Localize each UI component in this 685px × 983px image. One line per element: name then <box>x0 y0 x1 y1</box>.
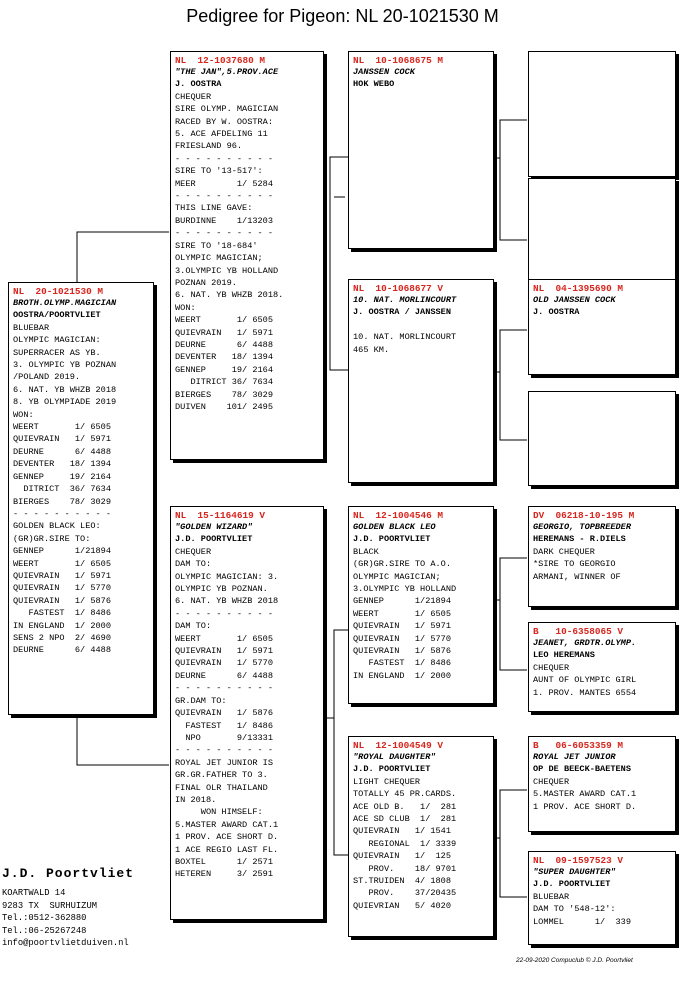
ring-number: NL 12-1004546 M <box>353 510 444 521</box>
card-line: QUIEVRAIN 1/ 5971 <box>353 621 451 632</box>
card-line: FRIESLAND 96. <box>175 141 243 152</box>
card-line: DEVENTER 18/ 1394 <box>13 459 111 470</box>
card-line: JEANET, GRDTR.OLYMP. <box>533 638 637 648</box>
card-dam-dam-sire[interactable] <box>528 736 676 832</box>
card-line: - - - - - - - - - - <box>175 683 273 694</box>
card-line: "SUPER DAUGHTER" <box>533 867 616 877</box>
card-lines <box>353 751 489 912</box>
card-line: 10. NAT. MORLINCOURT <box>353 295 457 305</box>
card-lines <box>353 294 489 356</box>
card-line: OP DE BEECK-BAETENS <box>533 764 631 775</box>
card-line: BIERGES 78/ 3029 <box>175 389 273 400</box>
card-line: WEERT 1/ 6505 <box>13 558 111 569</box>
card-line: IN ENGLAND 1/ 2000 <box>353 670 451 681</box>
card-line: CHEQUER <box>533 776 570 787</box>
card-line: 3. OLYMPIC YB POZNAN <box>13 360 117 371</box>
card-dam-sire[interactable] <box>348 506 494 704</box>
address-line: KOARTWALD 14 <box>2 888 66 898</box>
card-line: DUIVEN 101/ 2495 <box>175 401 273 412</box>
ring-number: NL 09-1597523 V <box>533 855 624 866</box>
email-link[interactable]: info@poortvlietduiven.nl <box>2 938 129 948</box>
card-line: CHEQUER <box>533 662 570 673</box>
card-line: AUNT OF OLYMPIC GIRL <box>533 675 637 686</box>
card-line: LIGHT CHEQUER <box>353 776 421 787</box>
card-line: REGIONAL 1/ 3339 <box>353 838 457 849</box>
card-line: WEERT 1/ 6505 <box>13 422 111 433</box>
breeder-name: J.D. Poortvliet <box>2 866 135 881</box>
card-lines <box>533 294 671 319</box>
phone-line: Tel.:0512-362880 <box>2 913 87 923</box>
card-line: MEER 1/ 5284 <box>175 178 273 189</box>
card-line: 1. PROV. MANTES 6554 <box>533 687 637 698</box>
card-line: /POLAND 2019. <box>13 372 81 383</box>
card-line: QUIEVRAIN 1/ 5770 <box>13 583 111 594</box>
card-line: GENNEP 1/21894 <box>353 596 451 607</box>
ring-number: NL 10-1068675 M <box>353 55 444 66</box>
ring-number: B 06-6053359 M <box>533 740 624 751</box>
card-line: PROV. 37/20435 <box>353 888 457 899</box>
card-line: 6. NAT. YB WHZB 2018 <box>13 384 117 395</box>
card-line: OLD JANSSEN COCK <box>533 295 616 305</box>
card-line: OLYMPIC MAGICIAN: 3. <box>175 571 279 582</box>
card-line: 5.MASTER AWARD CAT.1 <box>533 789 637 800</box>
card-lines <box>533 637 671 699</box>
card-sire-dam[interactable] <box>348 279 494 483</box>
card-line: 3.OLYMPIC YB HOLLAND <box>175 265 279 276</box>
card-line: GENNEP 1/21894 <box>13 546 111 557</box>
card-line: OLYMPIC MAGICIAN: <box>13 335 101 346</box>
card-line: POZNAN 2019. <box>175 277 237 288</box>
card-line: DARK CHEQUER <box>533 546 595 557</box>
page-title: Pedigree for Pigeon: NL 20-1021530 M <box>186 6 499 26</box>
ring-number: NL 12-1004549 V <box>353 740 444 751</box>
card-line: QUIEVRAIN 1/ 5876 <box>353 646 451 657</box>
card-line: CHEQUER <box>175 91 212 102</box>
card-lines <box>353 66 489 91</box>
card-line: ST.TRUIDEN 4/ 1808 <box>353 876 451 887</box>
print-stamp: 22-09-2020 Compuclub © J.D. Poortvliet <box>516 957 633 964</box>
card-line: QUIEVRAIN 1/ 1541 <box>353 826 451 837</box>
card-line: WON: <box>13 409 34 420</box>
card-line: GOLDEN BLACK LEO <box>353 522 436 532</box>
ring-number: DV 06218-10-195 M <box>533 510 635 521</box>
card-line: BURDINNE 1/13203 <box>175 215 273 226</box>
card-line: LEO HEREMANS <box>533 650 595 661</box>
card-line: ROYAL JET JUNIOR <box>533 752 616 762</box>
card-line: 3.OLYMPIC YB HOLLAND <box>353 584 457 595</box>
card-line: J.D. POORTVLIET <box>533 879 611 890</box>
card-lines <box>533 751 671 813</box>
card-line: DITRICT 36/ 7634 <box>175 377 273 388</box>
card-line: SENS 2 NPO 2/ 4690 <box>13 632 111 643</box>
card-line: 1 ACE REGIO LAST FL. <box>175 844 279 855</box>
card-dam-dam-dam[interactable] <box>528 851 676 945</box>
card-line: (GR)GR.SIRE TO: <box>13 533 91 544</box>
card-sire-dam-sire[interactable] <box>528 279 676 375</box>
card-sire-sire-sire[interactable] <box>528 51 676 177</box>
card-line: OLYMPIC MAGICIAN; <box>353 571 441 582</box>
card-sire[interactable] <box>170 51 324 460</box>
card-line: WON HIMSELF: <box>175 807 263 818</box>
card-line: (GR)GR.SIRE TO A.O. <box>353 559 451 570</box>
card-line: WEERT 1/ 6505 <box>175 315 273 326</box>
card-line: 6. NAT. YB WHZB 2018 <box>175 596 279 607</box>
card-lines <box>13 297 149 657</box>
card-line: 5. ACE AFDELING 11 <box>175 129 268 140</box>
card-line: NPO 9/13331 <box>175 732 273 743</box>
card-line: - - - - - - - - - - <box>175 153 273 164</box>
card-line: HOK WEBO <box>353 79 395 90</box>
card-line: "GOLDEN WIZARD" <box>175 522 253 532</box>
card-line: J. OOSTRA <box>175 79 222 90</box>
card-line: 5.MASTER AWARD CAT.1 <box>175 819 279 830</box>
card-line: J.D. POORTVLIET <box>175 534 253 545</box>
card-line: 465 KM. <box>353 344 390 355</box>
card-line: OLYMPIC MAGICIAN; <box>175 253 263 264</box>
card-line: - - - - - - - - - - <box>175 191 273 202</box>
card-line: GOLDEN BLACK LEO: <box>13 521 101 532</box>
card-line: IN ENGLAND 1/ 2000 <box>13 620 111 631</box>
card-line: THIS LINE GAVE: <box>175 203 253 214</box>
card-lines <box>533 521 671 583</box>
card-line: WON: <box>175 302 196 313</box>
card-line: "THE JAN",5.PROV.ACE <box>175 67 279 77</box>
ring-number: NL 15-1164619 V <box>175 510 266 521</box>
card-line: QUIEVRAIN 1/ 5971 <box>13 570 111 581</box>
ring-number: NL 10-1068677 V <box>353 283 444 294</box>
card-line: GENNEP 19/ 2164 <box>13 471 111 482</box>
card-line: GENNEP 19/ 2164 <box>175 364 273 375</box>
card-line: BLUEBAR <box>533 891 570 902</box>
card-line: J.D. POORTVLIET <box>353 764 431 775</box>
card-line: TOTALLY 45 PR.CARDS. <box>353 789 457 800</box>
card-line: DEURNE 6/ 4488 <box>13 645 111 656</box>
card-sire-dam-dam[interactable] <box>528 391 676 486</box>
card-line: DEURNE 6/ 4488 <box>175 670 273 681</box>
card-line: PROV. 18/ 9701 <box>353 863 457 874</box>
card-lines <box>175 521 319 881</box>
card-line: DEURNE 6/ 4488 <box>13 446 111 457</box>
card-line: BLUEBAR <box>13 322 50 333</box>
card-line: DAM TO: <box>175 621 212 632</box>
card-line: *SIRE TO GEORGIO <box>533 559 616 570</box>
card-line: 1 PROV. ACE SHORT D. <box>533 801 637 812</box>
card-line: QUIEVRAIN 1/ 5770 <box>175 658 273 669</box>
card-line: BIERGES 78/ 3029 <box>13 496 111 507</box>
card-line: GR.DAM TO: <box>175 695 227 706</box>
card-line: ARMANI, WINNER OF <box>533 571 621 582</box>
card-line: DAM TO '548-12': <box>533 904 616 915</box>
card-lines <box>533 866 671 928</box>
card-line: QUIEVRAIN 1/ 5770 <box>353 633 451 644</box>
card-line: QUIEVRAIN 1/ 5971 <box>13 434 111 445</box>
card-line: SIRE TO '18-684' <box>175 240 258 251</box>
card-line: FASTEST 1/ 8486 <box>13 608 111 619</box>
card-line: HETEREN 3/ 2591 <box>175 869 273 880</box>
card-line: GR.GR.FATHER TO 3. <box>175 770 268 781</box>
card-lines <box>353 521 489 682</box>
card-line: QUIEVRAIN 1/ 5971 <box>175 646 273 657</box>
phone-line: Tel.:06-25267248 <box>2 925 87 936</box>
card-line: SIRE OLYMP. MAGICIAN <box>175 104 279 115</box>
ring-number: NL 20-1021530 M <box>13 286 104 297</box>
card-line: 8. YB OLYMPIADE 2019 <box>13 397 117 408</box>
card-subject[interactable] <box>8 282 154 715</box>
card-line: JANSSEN COCK <box>353 67 415 77</box>
card-line: 6. NAT. YB WHZB 2018. <box>175 290 284 301</box>
card-line: LOMMEL 1/ 339 <box>533 916 631 927</box>
card-line: OOSTRA/POORTVLIET <box>13 310 101 321</box>
card-dam-sire-dam[interactable] <box>528 622 676 712</box>
card-line: J. OOSTRA <box>533 307 580 318</box>
card-sire-sire[interactable] <box>348 51 494 249</box>
card-line: "ROYAL DAUGHTER" <box>353 752 436 762</box>
ring-number: B 10-6358065 V <box>533 626 624 637</box>
card-line: SIRE TO '13-517': <box>175 166 263 177</box>
card-line: FASTEST 1/ 8486 <box>175 720 273 731</box>
card-line: WEERT 1/ 6505 <box>175 633 273 644</box>
card-line: BLACK <box>353 546 379 557</box>
card-line: SUPERRACER AS YB. <box>13 347 101 358</box>
card-line: - - - - - - - - - - <box>175 608 273 619</box>
card-line: J.D. POORTVLIET <box>353 534 431 545</box>
card-dam-sire-sire[interactable] <box>528 506 676 607</box>
card-line: IN 2018. <box>175 794 217 805</box>
card-line: BROTH.OLYMP.MAGICIAN <box>13 298 117 308</box>
card-line: QUIEVRAIN 1/ 5876 <box>13 595 111 606</box>
card-lines <box>175 66 319 413</box>
card-line <box>353 319 489 331</box>
card-line: GEORGIO, TOPBREEDER <box>533 522 631 532</box>
card-line: QUIEVRAIN 1/ 5971 <box>175 327 273 338</box>
card-line: ACE OLD B. 1/ 281 <box>353 801 457 812</box>
card-line: ROYAL JET JUNIOR IS <box>175 757 273 768</box>
card-sire-sire-dam[interactable] <box>528 178 676 282</box>
card-line: 1 PROV. ACE SHORT D. <box>175 832 279 843</box>
card-line: - - - - - - - - - - <box>175 745 273 756</box>
card-line: ACE SD CLUB 1/ 281 <box>353 814 457 825</box>
card-line: DITRICT 36/ 7634 <box>13 484 111 495</box>
ring-number: NL 12-1037680 M <box>175 55 266 66</box>
card-dam-dam[interactable] <box>348 736 494 937</box>
card-line: FINAL OLR THAILAND <box>175 782 268 793</box>
card-line: J. OOSTRA / JANSSEN <box>353 307 451 318</box>
card-line: DEVENTER 18/ 1394 <box>175 352 273 363</box>
card-line: 10. NAT. MORLINCOURT <box>353 332 457 343</box>
breeder-info <box>2 866 134 950</box>
card-line: FASTEST 1/ 8486 <box>353 658 451 669</box>
address-line: 9283 TX SURHUIZUM <box>2 900 98 911</box>
card-line: BOXTEL 1/ 2571 <box>175 856 273 867</box>
card-line: - - - - - - - - - - <box>13 508 111 519</box>
card-line: RACED BY W. OOSTRA: <box>175 116 273 127</box>
card-line: DEURNE 6/ 4488 <box>175 339 273 350</box>
card-dam[interactable] <box>170 506 324 920</box>
card-line: OLYMPIC YB POZNAN. <box>175 584 268 595</box>
card-line: - - - - - - - - - - <box>175 228 273 239</box>
card-line: CHEQUER <box>175 546 212 557</box>
card-line: DAM TO: <box>175 559 212 570</box>
ring-number: NL 04-1395690 M <box>533 283 624 294</box>
card-line: WEERT 1/ 6505 <box>353 608 451 619</box>
card-line: QUIEVRAIN 1/ 125 <box>353 851 451 862</box>
card-line: QUIEVRIAN 5/ 4020 <box>353 900 451 911</box>
card-line: QUIEVRAIN 1/ 5876 <box>175 708 273 719</box>
card-line: HEREMANS - R.DIELS <box>533 534 626 545</box>
